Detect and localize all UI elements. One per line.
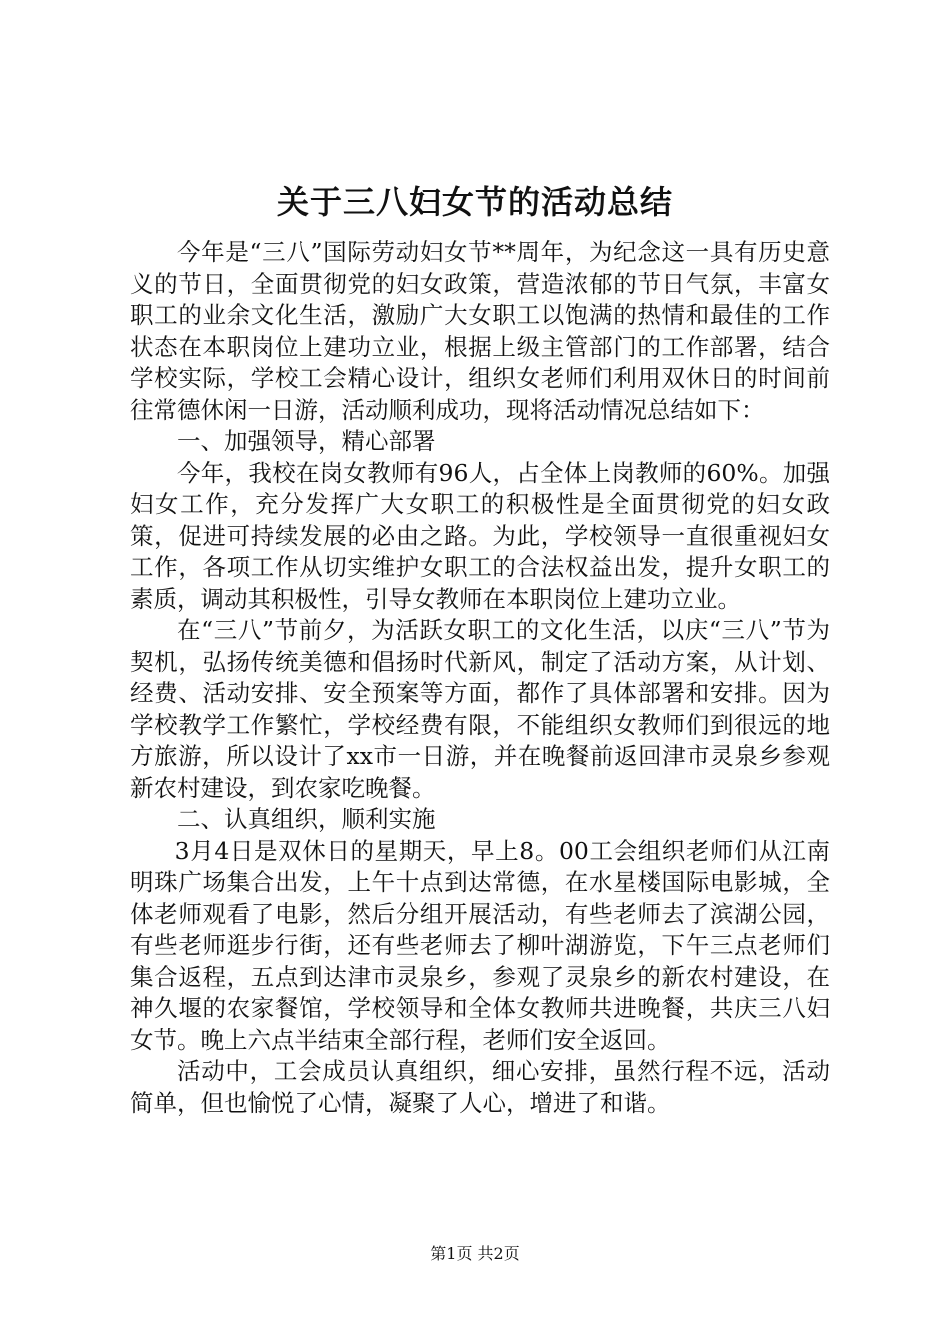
- page-footer: 第1页 共2页: [430, 1244, 520, 1263]
- intro-paragraph: 今年是“三八”国际劳动妇女节**周年，为纪念这一具有历史意义的节日，全面贯彻党的妇女政策，营造浓郁的节日气氛，丰富女职工的业余文化生活，激励广大女职工以饱满的热情和最佳的工作状态在本职岗位上建功立业，根据上级主管部门的工作部署，结合学校实际，学校工会精心设计，组织女老师们利用双休日的时间前往常德休闲一日游，活动顺利成功，现将活动情况总结如下：: [130, 238, 830, 424]
- section-2-paragraph-1: 3月4日是双休日的星期天，早上8。00工会组织老师们从江南明珠广场集合出发，上午十点到达常德，在水星楼国际电影城，全体老师观看了电影，然后分组开展活动，有些老师去了滨湖公园，有些老师逛步行街，还有些老师去了柳叶湖游览，下午三点老师们集合返程，五点到达津市灵泉乡，参观了灵泉乡的新农村建设，在神久堰的农家餐馆，学校领导和全体女教师共进晚餐，共庆三八妇女节。晚上六点半结束全部行程，老师们安全返回。: [130, 836, 830, 1054]
- section-1-paragraph-1: 今年，我校在岗女教师有96人，占全体上岗教师的60%。加强妇女工作，充分发挥广大女职工的积极性是全面贯彻党的妇女政策，促进可持续发展的必由之路。为此，学校领导一直很重视妇女工作，各项工作从切实维护女职工的合法权益出发，提升女职工的素质，调动其积极性，引导女教师在本职岗位上建功立业。: [130, 458, 830, 613]
- document-body: [130, 237, 830, 1119]
- section-heading-1: 一、加强领导，精心部署: [177, 427, 436, 455]
- section-1-paragraph-2: 在“三八”节前夕，为活跃女职工的文化生活，以庆“三八”节为契机，弘扬传统美德和倡扬时代新风，制定了活动方案，从计划、经费、活动安排、安全预案等方面，都作了具体部署和安排。因为学校教学工作繁忙，学校经费有限，不能组织女教师们到很远的地方旅游，所以设计了xx市一日游，并在晚餐前返回津市灵泉乡参观新农村建设，到农家吃晚餐。: [130, 616, 830, 802]
- document-title: 关于三八妇女节的活动总结: [276, 183, 673, 221]
- section-heading-2: 二、认真组织，顺利实施: [177, 805, 436, 833]
- section-2-paragraph-2: 活动中，工会成员认真组织，细心安排，虽然行程不远，活动简单，但也愉悦了心情，凝聚了人心，增进了和谐。: [130, 1057, 830, 1117]
